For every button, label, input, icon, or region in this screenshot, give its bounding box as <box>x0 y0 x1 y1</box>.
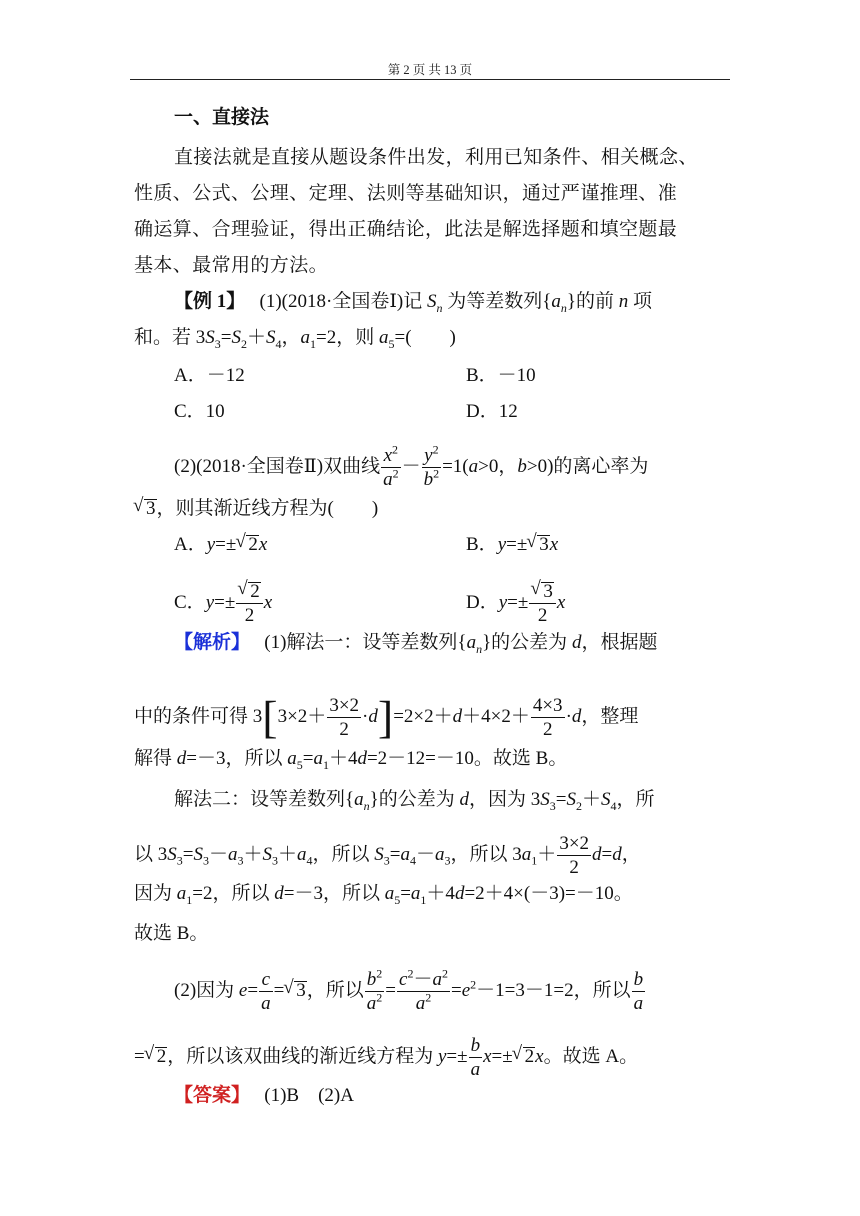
option-c-2: C．y=± √ $\frac{2}{2}$ x <box>174 582 272 625</box>
source-2018-1: (1)(2018·全国卷Ⅰ) <box>259 291 404 312</box>
option-b-1: B．－10 <box>466 365 536 386</box>
header-rule <box>130 79 730 80</box>
option-d-1: D．12 <box>466 401 518 422</box>
solution-line-8: (2)因为 e= $\frac{c}{a}$ =√ 3，所以 $\frac{b^2}{a^2}$ = $\frac{c^2-a^2}{a^2}$ $=e^2-1=3-1=2$，所以 $\frac{b}{a}$ <box>174 970 646 1013</box>
option-d-2: D．y=± √ $\frac{3}{2}$ x <box>466 582 565 625</box>
solution-line-9: =√ 2，所以该双曲线的渐近线方程为 y=± $\frac{b}{a}$ x=±√ 2x。故选 A。 <box>134 1036 638 1079</box>
intro-line-1: 直接法就是直接从题设条件出发，利用已知条件、相关概念、 <box>174 147 698 168</box>
solution-line-1: 【解析】 (1)解法一：设等差数列$\{a_n\}$的公差为 d，根据题 <box>174 632 658 656</box>
intro-line-4: 基本、最常用的方法。 <box>134 255 329 276</box>
example-tag: 【例 1】 <box>174 291 236 312</box>
source-2018-2: (2)(2018·全国卷Ⅱ) <box>174 455 324 477</box>
solution-line-5: 以 $3S_3=S_3-a_3+S_3+a_4$，所以 $S_3=a_4-a_3$，所以 $3a_1+$ $\frac{3\times 2}{2}$ d=d， <box>134 833 641 878</box>
answer-tag: 【答案】 <box>174 1085 241 1106</box>
option-c-1: C．10 <box>174 401 225 422</box>
option-a-1: A．－12 <box>174 365 245 386</box>
example-1-line-1: 【例 1】 (1)(2018·全国卷Ⅰ)记 $S_n$ 为等差数列$\{a_n\}$的前 n 项 <box>174 291 652 315</box>
solution-line-2: 中的条件可得 3[3×2＋ $\frac{3\times 2}{2}$ ·d]=2×2＋d＋4×2＋ $\frac{4\times 3}{2}$ ·d，整理 <box>134 691 639 743</box>
intro-line-3: 确运算、合理验证，得出正确结论，此法是解选择题和填空题最 <box>134 219 678 240</box>
solution-line-7: 故选 B。 <box>134 923 209 944</box>
example-1-line-2: 和。若 $3S_3=S_2+S_4$，$a_1=2$，则 $a_5=$( ) <box>134 327 456 351</box>
sqrt-3: √ 3 <box>144 499 157 518</box>
fraction-x2-a2: $\frac{x^2}{a^2}$ <box>383 442 399 490</box>
fraction-y2-b2: $\frac{y^2}{b^2}$ <box>423 442 440 490</box>
answer-line <box>174 1084 354 1108</box>
page-header: 第 2 页 共 13 页 <box>387 63 473 77</box>
solution-line-3: 解得 d=－3，所以 $a_5=a_1+4d=2-12=-10$。故选 B。 <box>134 748 568 772</box>
solution-tag: 【解析】 <box>174 632 241 653</box>
intro-line-2: 性质、公式、公理、定理、法则等基础知识，通过严谨推理、准 <box>134 183 678 204</box>
example-1-part-2-line-1: (2)(2018·全国卷Ⅱ)双曲线 $\frac{x^2}{a^2}$ － $\frac{y^2}{b^2}$ =1(a>0，b>0)的离心率为 <box>174 442 649 490</box>
option-a-2: A．y=±√ 2x <box>174 533 267 557</box>
solution-line-6: 因为 $a_1=2$，所以 d=－3，所以 $a_5=a_1+4d=2+4\times(-3)=-10$。 <box>134 883 633 907</box>
answer-text: (1)B (2)A <box>264 1085 354 1106</box>
section-title: 一、直接法 <box>174 107 270 128</box>
option-b-2: B．y=±√ 3x <box>466 533 558 557</box>
example-1-part-2-line-2: √ 3，则其渐近线方程为( ) <box>134 497 378 521</box>
solution-line-4: 解法二：设等差数列$\{a_n\}$的公差为 d，因为 $3S_3=S_2+S_4$，所 <box>174 789 655 813</box>
